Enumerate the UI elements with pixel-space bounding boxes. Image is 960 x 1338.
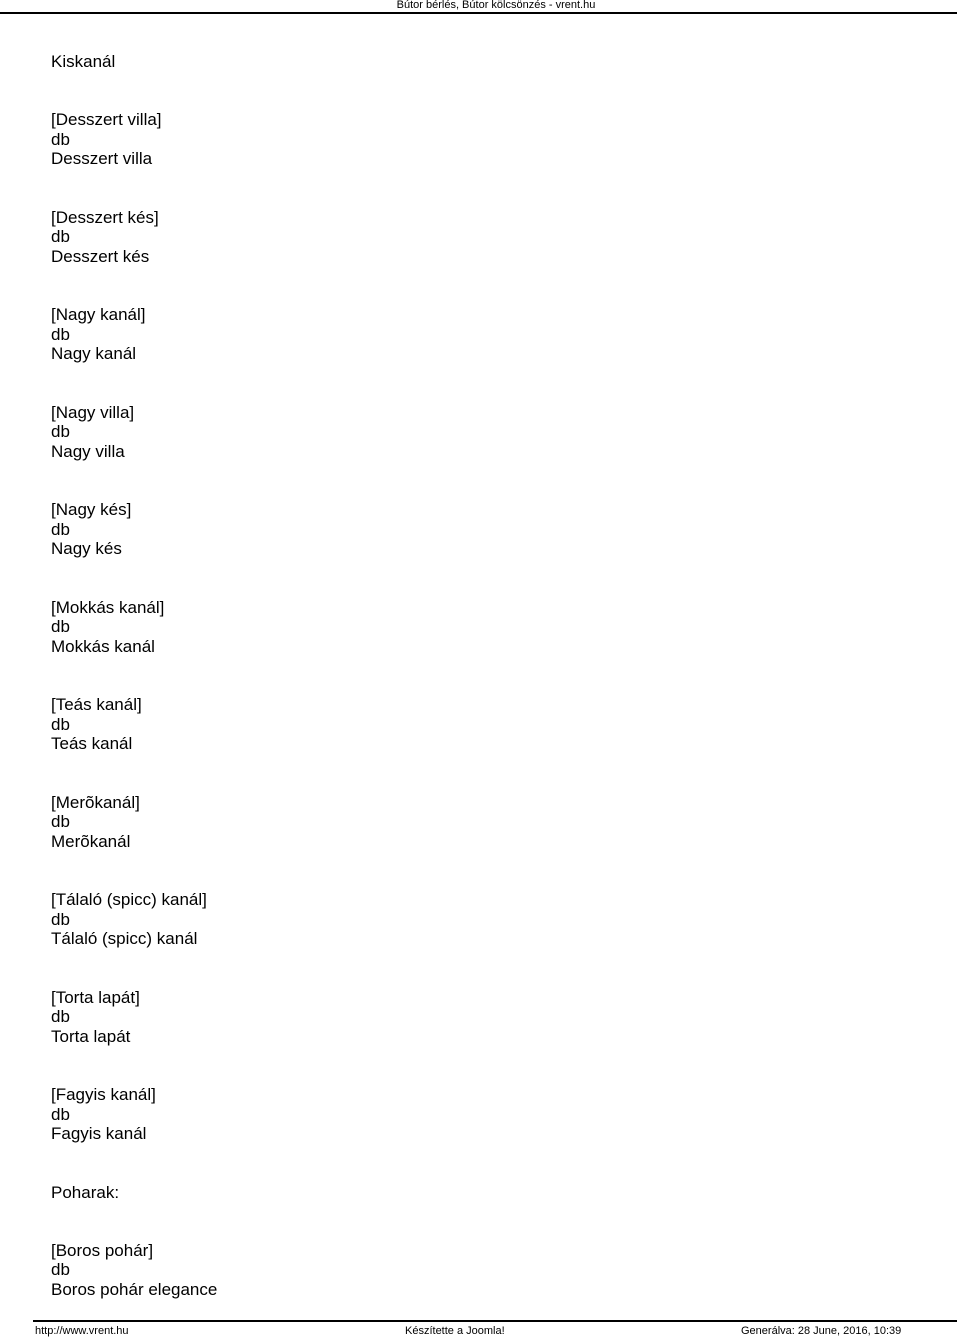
document-body xyxy=(51,52,931,1338)
item-name: Nagy kés xyxy=(51,539,122,558)
intro-text: Kiskanál xyxy=(51,52,116,71)
list-item xyxy=(51,1085,931,1144)
list-item xyxy=(51,793,931,852)
item-name: Nagy villa xyxy=(51,441,125,461)
item-unit: db xyxy=(51,812,70,831)
item-unit: db xyxy=(51,227,70,246)
item-name: Boros pohár elegance xyxy=(51,1279,218,1299)
item-unit: db xyxy=(51,617,70,636)
item-code: [Nagy villa] xyxy=(51,402,135,422)
list-item xyxy=(51,598,931,657)
item-code: [Mokkás kanál] xyxy=(51,597,165,617)
section-heading: Poharak: xyxy=(51,1182,120,1202)
item-name: Desszert villa xyxy=(51,149,153,168)
item-code: [Nagy kés] xyxy=(51,500,132,519)
item-name: Fagyis kanál xyxy=(51,1124,147,1143)
item-code: [Desszert kés] xyxy=(51,207,159,227)
item-name: Nagy kanál xyxy=(51,344,137,363)
item-unit: db xyxy=(51,1260,70,1279)
footer-divider xyxy=(33,1320,957,1322)
item-code: [Tálaló (spicc) kanál] xyxy=(51,890,207,909)
list-item xyxy=(51,988,931,1047)
item-unit: db xyxy=(51,422,70,441)
list-item xyxy=(51,890,931,949)
page-header xyxy=(0,0,960,14)
item-unit: db xyxy=(51,909,70,929)
list-item xyxy=(51,500,931,559)
item-name: Tálaló (spicc) kanál xyxy=(51,929,198,948)
footer-made-with: Készítette a Joomla! xyxy=(405,1325,505,1337)
item-unit: db xyxy=(51,519,70,539)
list-item xyxy=(51,1241,931,1300)
item-code: [Nagy kanál] xyxy=(51,305,146,324)
item-code: [Fagyis kanál] xyxy=(51,1085,156,1104)
item-name: Desszert kés xyxy=(51,246,150,266)
page-footer xyxy=(0,1320,960,1338)
item-unit: db xyxy=(51,1104,70,1124)
item-code: [Teás kanál] xyxy=(51,695,142,714)
list-item xyxy=(51,695,931,754)
item-code: [Torta lapát] xyxy=(51,987,140,1007)
item-unit: db xyxy=(51,129,70,149)
item-code: [Merõkanál] xyxy=(51,792,140,812)
list-item xyxy=(51,403,931,462)
item-unit: db xyxy=(51,1007,70,1026)
item-code: [Desszert villa] xyxy=(51,110,162,129)
list-item xyxy=(51,110,931,169)
item-name: Torta lapát xyxy=(51,1026,131,1046)
header-divider xyxy=(0,12,957,14)
list-item xyxy=(51,305,931,364)
item-name: Merõkanál xyxy=(51,831,131,851)
header-title: Bútor bérlés, Bútor kölcsönzés - vrent.hu xyxy=(396,0,596,11)
item-unit: db xyxy=(51,714,70,734)
item-unit: db xyxy=(51,324,70,344)
list-item xyxy=(51,208,931,267)
item-code: [Boros pohár] xyxy=(51,1240,154,1260)
footer-url: http://www.vrent.hu xyxy=(35,1325,129,1337)
item-name: Mokkás kanál xyxy=(51,636,155,656)
footer-generated: Generálva: 28 June, 2016, 10:39 xyxy=(741,1325,902,1337)
item-name: Teás kanál xyxy=(51,734,133,753)
